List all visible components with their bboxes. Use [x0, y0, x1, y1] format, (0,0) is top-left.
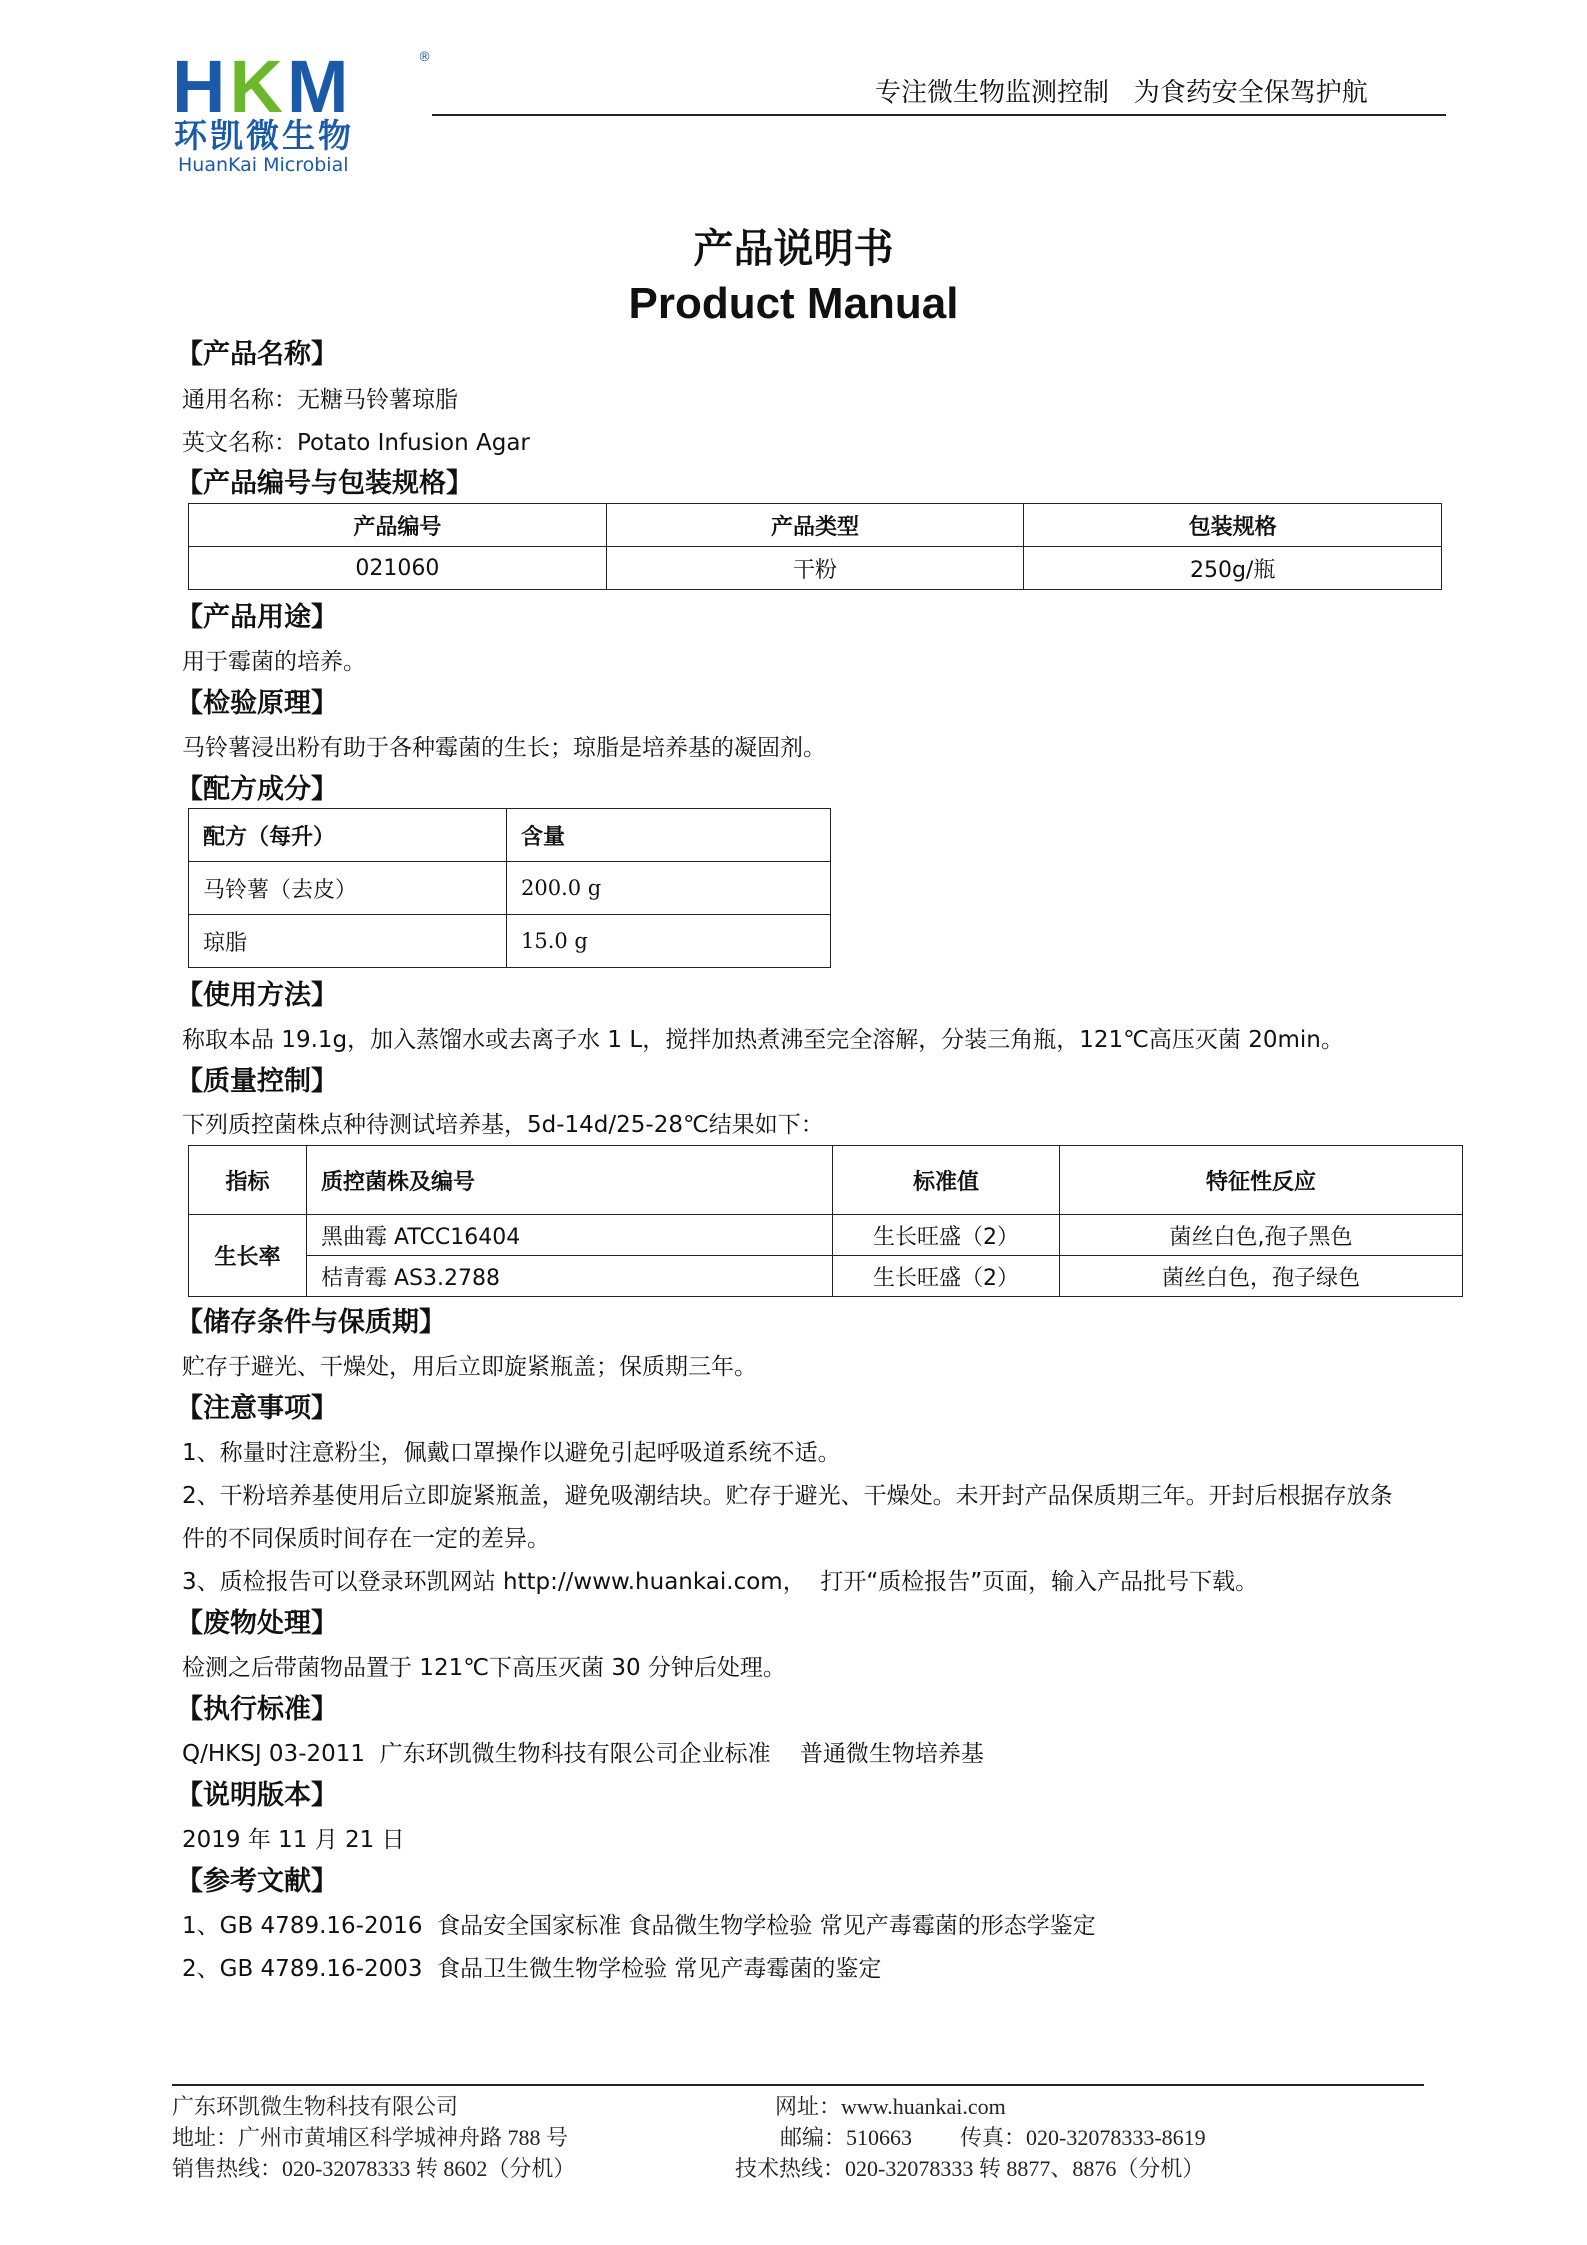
usage-text: 用于霉菌的培养。: [182, 649, 366, 675]
note-2-cont: 件的不同保质时间存在一定的差异。: [182, 1526, 550, 1552]
footer-postcode: 邮编：510663: [780, 2125, 913, 2150]
section-heading-pack: 【产品编号与包装规格】: [176, 468, 473, 499]
table-header-cell: 质控菌株及编号: [307, 1146, 833, 1215]
section-heading-standard: 【执行标准】: [176, 1694, 338, 1725]
footer-address: 地址：广州市黄埔区科学城神舟路 788 号: [172, 2125, 569, 2150]
table-cell: 干粉: [606, 547, 1024, 590]
storage-text: 贮存于避光、干燥处，用后立即旋紧瓶盖；保质期三年。: [182, 1354, 757, 1380]
version-text: 2019 年 11 月 21 日: [182, 1827, 405, 1853]
table-header-cell: 配方（每升）: [189, 809, 507, 862]
table-row: [189, 862, 831, 915]
table-row: [189, 1256, 1463, 1297]
note-3: 3、质检报告可以登录环凯网站 http://www.huankai.com， 打开“质检报告”页面，输入产品批号下载。: [182, 1569, 1259, 1595]
table-header-cell: 包装规格: [1024, 504, 1442, 547]
table-cell: 200.0 g: [507, 862, 831, 915]
table-row: [189, 1215, 1463, 1256]
section-heading-version: 【说明版本】: [176, 1780, 338, 1811]
qc-table: [188, 1145, 1463, 1297]
principle-text: 马铃薯浸出粉有助于各种霉菌的生长；琼脂是培养基的凝固剂。: [182, 735, 826, 761]
logo-english-name: HuanKai Microbial: [178, 154, 349, 176]
logo-letter-m: M: [286, 45, 353, 128]
table-cell: 马铃薯（去皮）: [189, 862, 507, 915]
table-cell: 021060: [189, 547, 607, 590]
header-slogan: 专注微生物监测控制 为食药安全保驾护航: [875, 78, 1368, 108]
footer-company: 广东环凯微生物科技有限公司: [172, 2094, 459, 2119]
header-divider: [432, 114, 1446, 116]
table-header-cell: 标准值: [833, 1146, 1060, 1215]
section-heading-formula: 【配方成分】: [176, 774, 338, 805]
pack-table: [188, 503, 1442, 590]
section-heading-waste: 【废物处理】: [176, 1608, 338, 1639]
section-heading-notes: 【注意事项】: [176, 1393, 338, 1424]
table-cell: 生长旺盛（2）: [833, 1256, 1060, 1297]
logo-letter-k: K: [229, 45, 287, 128]
formula-table: [188, 808, 831, 968]
registered-mark: ®: [418, 50, 431, 65]
footer-sales-hotline: 销售热线：020-32078333 转 8602（分机）: [172, 2156, 576, 2181]
table-cell: 黑曲霉 ATCC16404: [307, 1215, 833, 1256]
table-cell: 菌丝白色，孢子绿色: [1060, 1256, 1463, 1297]
section-heading-refs: 【参考文献】: [176, 1866, 338, 1897]
qc-intro: 下列质控菌株点种待测试培养基，5d-14d/25-28℃结果如下：: [182, 1112, 824, 1138]
table-header-cell: 产品类型: [606, 504, 1024, 547]
footer-divider: [172, 2084, 1424, 2086]
footer-tech-hotline: 技术热线：020-32078333 转 8877、8876（分机）: [735, 2156, 1205, 2181]
footer-website: 网址：www.huankai.com: [775, 2094, 1006, 2119]
table-row: [189, 547, 1442, 590]
page-title-cn: 产品说明书: [693, 226, 894, 272]
table-header-cell: 产品编号: [189, 504, 607, 547]
logo-mark: [172, 45, 353, 128]
company-logo: [172, 45, 432, 176]
table-group-cell: 生长率: [189, 1215, 307, 1297]
common-name: 通用名称：无糖马铃薯琼脂: [182, 387, 458, 413]
table-cell: 琼脂: [189, 915, 507, 968]
section-heading-name: 【产品名称】: [176, 339, 338, 370]
page-title-en: Product Manual: [628, 279, 959, 328]
section-heading-principle: 【检验原理】: [176, 688, 338, 719]
table-header-row: [189, 504, 1442, 547]
table-cell: 菌丝白色,孢子黑色: [1060, 1215, 1463, 1256]
table-header-row: [189, 809, 831, 862]
english-name: 英文名称：Potato Infusion Agar: [182, 430, 530, 456]
table-header-cell: 含量: [507, 809, 831, 862]
section-heading-usage: 【产品用途】: [176, 602, 338, 633]
reference-1: 1、GB 4789.16-2016 食品安全国家标准 食品微生物学检验 常见产毒霉菌的形态学鉴定: [182, 1913, 1096, 1939]
section-heading-storage: 【储存条件与保质期】: [176, 1307, 446, 1338]
table-cell: 生长旺盛（2）: [833, 1215, 1060, 1256]
note-2: 2、干粉培养基使用后立即旋紧瓶盖，避免吸潮结块。贮存于避光、干燥处。未开封产品保质期三年。开封后根据存放条: [182, 1483, 1393, 1509]
waste-text: 检测之后带菌物品置于 121℃下高压灭菌 30 分钟后处理。: [182, 1655, 786, 1681]
method-text: 称取本品 19.1g，加入蒸馏水或去离子水 1 L，搅拌加热煮沸至完全溶解，分装三角瓶，121℃高压灭菌 20min。: [182, 1027, 1344, 1053]
table-cell: 桔青霉 AS3.2788: [307, 1256, 833, 1297]
standard-text: Q/HKSJ 03-2011 广东环凯微生物科技有限公司企业标准 普通微生物培养基: [182, 1741, 984, 1767]
note-1: 1、称量时注意粉尘，佩戴口罩操作以避免引起呼吸道系统不适。: [182, 1440, 841, 1466]
table-header-cell: 指标: [189, 1146, 307, 1215]
logo-letter-h: H: [172, 45, 230, 128]
reference-2: 2、GB 4789.16-2003 食品卫生微生物学检验 常见产毒霉菌的鉴定: [182, 1956, 882, 1982]
table-cell: 250g/瓶: [1024, 547, 1442, 590]
table-cell: 15.0 g: [507, 915, 831, 968]
section-heading-method: 【使用方法】: [176, 980, 338, 1011]
footer-fax: 传真：020-32078333-8619: [960, 2125, 1206, 2150]
table-header-row: [189, 1146, 1463, 1215]
section-heading-qc: 【质量控制】: [176, 1066, 338, 1097]
table-row: [189, 915, 831, 968]
logo-chinese-name: 环凯微生物: [174, 116, 354, 155]
table-header-cell: 特征性反应: [1060, 1146, 1463, 1215]
